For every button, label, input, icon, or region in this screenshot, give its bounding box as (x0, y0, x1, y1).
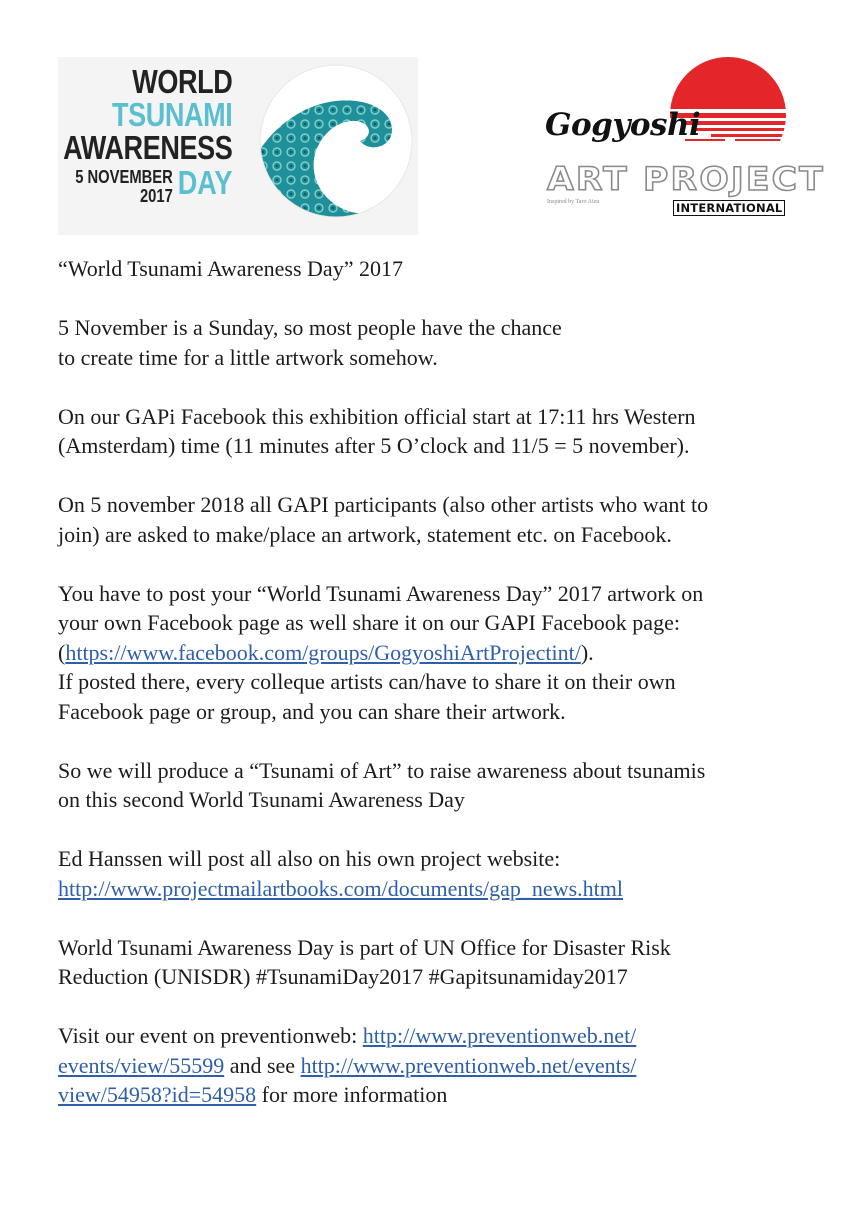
project-website-link[interactable]: http://www.projectmailartbooks.com/documents/gap_news.html (58, 875, 623, 901)
announcement-body (58, 254, 818, 1139)
art-project-text: ART PROJECT (547, 160, 825, 198)
logo-date-year: 2017 (139, 185, 173, 206)
paragraph-posting (58, 579, 818, 727)
logo-day-text: DAY (177, 164, 232, 201)
website-text: Ed Hanssen will post all also on his own project website: (58, 846, 561, 871)
paragraph-start-time: On our GAPi Facebook this exhibition official start at 17:11 hrs Western (Amsterdam) time (11 minutes after 5 O’clock and 11/5 = 5 november). (58, 403, 696, 458)
paragraph-participants: On 5 november 2018 all GAPI participants (also other artists who want to join) are asked to make/place an artwork, statement etc. on Facebook. (58, 492, 709, 547)
logo-date-day: 5 NOVEMBER (74, 167, 173, 187)
paragraph-unisdr: World Tsunami Awareness Day is part of UN Office for Disaster Risk Reduction (UNISDR) #TsunamiDay2017 #Gapitsunamiday2017 (58, 934, 671, 989)
inspired-by-text: Inspired by Taro Aizu (547, 199, 600, 205)
preventionweb-event-link-line1: http://www.preventionweb.net/ (362, 1023, 637, 1048)
preventionweb-text-mid: and see (224, 1052, 301, 1078)
paragraph-sunday: 5 November is a Sunday, so most people have the chance to create time for a little artwork somehow. (58, 315, 562, 370)
paragraph-preventionweb (58, 1021, 818, 1110)
paragraph-tsunami-of-art: So we will produce a “Tsunami of Art” to raise awareness about tsunamis on this second World Tsunami Awareness Day (58, 757, 706, 812)
logo-tsunami-text: TSUNAMI (111, 96, 232, 133)
announcement-title: “World Tsunami Awareness Day” 2017 (58, 256, 403, 281)
preventionweb-info-link-line1: http://www.preventionweb.net/events/ (300, 1052, 637, 1078)
paragraph-website (58, 844, 818, 903)
preventionweb-text-post: for more information (256, 1082, 448, 1107)
wave-icon (256, 61, 416, 221)
preventionweb-info-link-line2: view/54958?id=54958 (58, 1082, 257, 1107)
logo-awareness-text: AWARENESS (62, 129, 232, 166)
preventionweb-text-pre: Visit our event on preventionweb: (58, 1023, 363, 1048)
preventionweb-event-link-line2: events/view/55599 (58, 1052, 225, 1078)
gogyoshi-script-text: Gogyoshi (545, 107, 701, 143)
logo-date (75, 168, 173, 206)
world-tsunami-awareness-day-logo (58, 57, 418, 235)
logo-wordmark (63, 65, 232, 206)
logo-world-text: WORLD (131, 63, 232, 100)
facebook-group-link[interactable]: https://www.facebook.com/groups/GogyoshiArtProjectint/ (65, 639, 581, 665)
gogyoshi-art-project-logo (545, 57, 825, 222)
international-badge: INTERNATIONAL (673, 200, 785, 216)
posting-text-post: ). If posted there, every colleque artists can/have to share it on their own Facebook page or group, and you can share their artwork. (58, 639, 676, 724)
posting-text-pre: You have to post your “World Tsunami Awareness Day” 2017 artwork on your own Facebook page as well share it on our GAPI Facebook page: ( (58, 580, 704, 665)
